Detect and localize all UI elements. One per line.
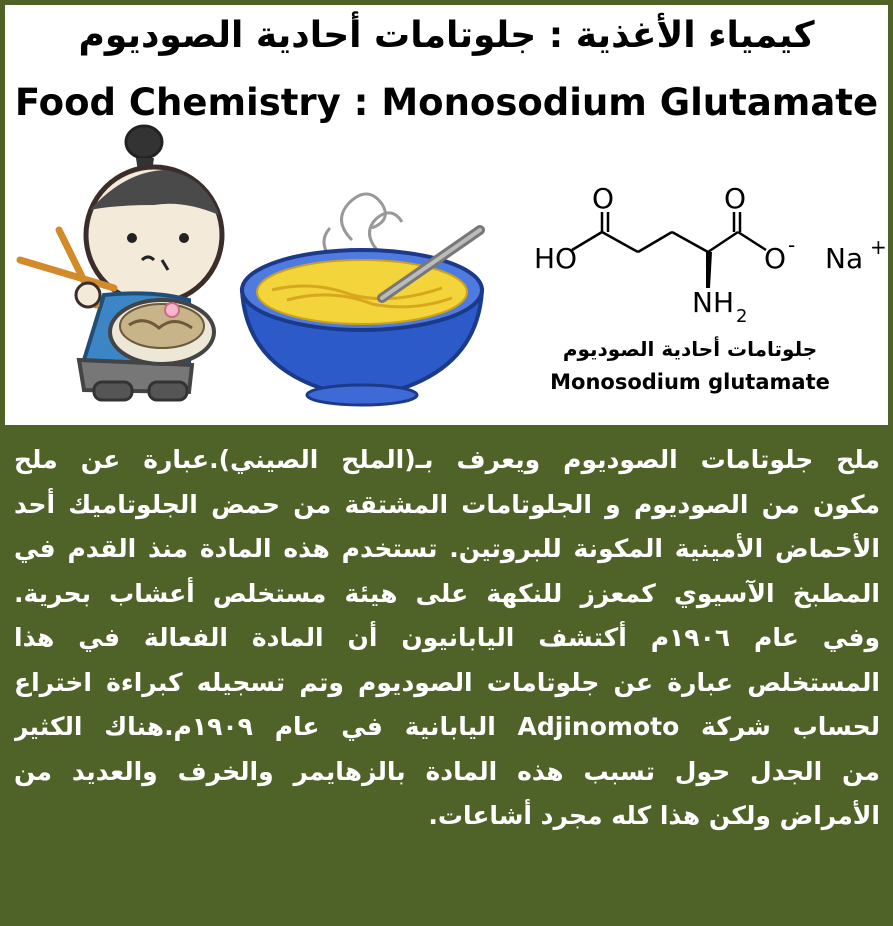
body-line: الأمراض ولكن هذا كله مجرد أشاعات.: [428, 801, 880, 830]
mol-minus: -: [788, 233, 796, 257]
body-line: لحساب شركة Adjinomoto اليابانية في عام ١٩٠٩م.هناك الكثير: [14, 712, 880, 741]
mol-ho: HO: [534, 242, 578, 275]
body-line: مكون من الصوديوم و الجلوتامات المشتقة من حمض الجلوتاميك أحد: [14, 489, 880, 519]
molecule-label-arabic: جلوتامات أحادية الصوديوم: [562, 337, 818, 361]
mol-o-minus: O: [764, 242, 787, 275]
body-line: المطبخ الآسيوي كمعزز للنكهة على هيئة مستخلص أعشاب بحرية.: [14, 578, 880, 608]
molecule-label-english: Monosodium glutamate: [550, 370, 830, 394]
mol-plus: +: [870, 235, 887, 259]
body-line: من الجدل حول تسبب هذه المادة بالزهايمر والخرف والعديد من: [14, 756, 880, 786]
mol-o-right: O: [724, 182, 747, 215]
mol-na: Na: [825, 242, 864, 275]
mol-nh-sub: 2: [736, 306, 748, 327]
soup-bowl-illustration: [232, 180, 492, 412]
chef-eating-noodles-illustration: [14, 120, 229, 405]
footer-strip: [0, 848, 893, 926]
body-paragraph: [14, 438, 880, 839]
mol-nh: NH: [692, 286, 734, 319]
title-arabic: كيمياء الأغذية : جلوتامات أحادية الصوديوم: [78, 15, 815, 56]
body-line: ملح جلوتامات الصوديوم ويعرف بـ(الملح الصيني).عبارة عن ملح: [14, 445, 880, 474]
body-line: المستخلص عبارة عن جلوتامات الصوديوم وتم تسجيله كبراءة اختراع: [14, 667, 880, 697]
msg-molecule-structure: [520, 180, 890, 330]
body-line: الأحماض الأمينية المكونة للبروتين. تستخدم هذه المادة منذ القدم في: [14, 534, 880, 563]
title-english: Food Chemistry : Monosodium Glutamate: [14, 81, 879, 124]
mol-o-left: O: [592, 182, 615, 215]
body-line: وفي عام ١٩٠٦م أكتشف اليابانيون أن المادة الفعالة في هذا: [14, 623, 880, 652]
